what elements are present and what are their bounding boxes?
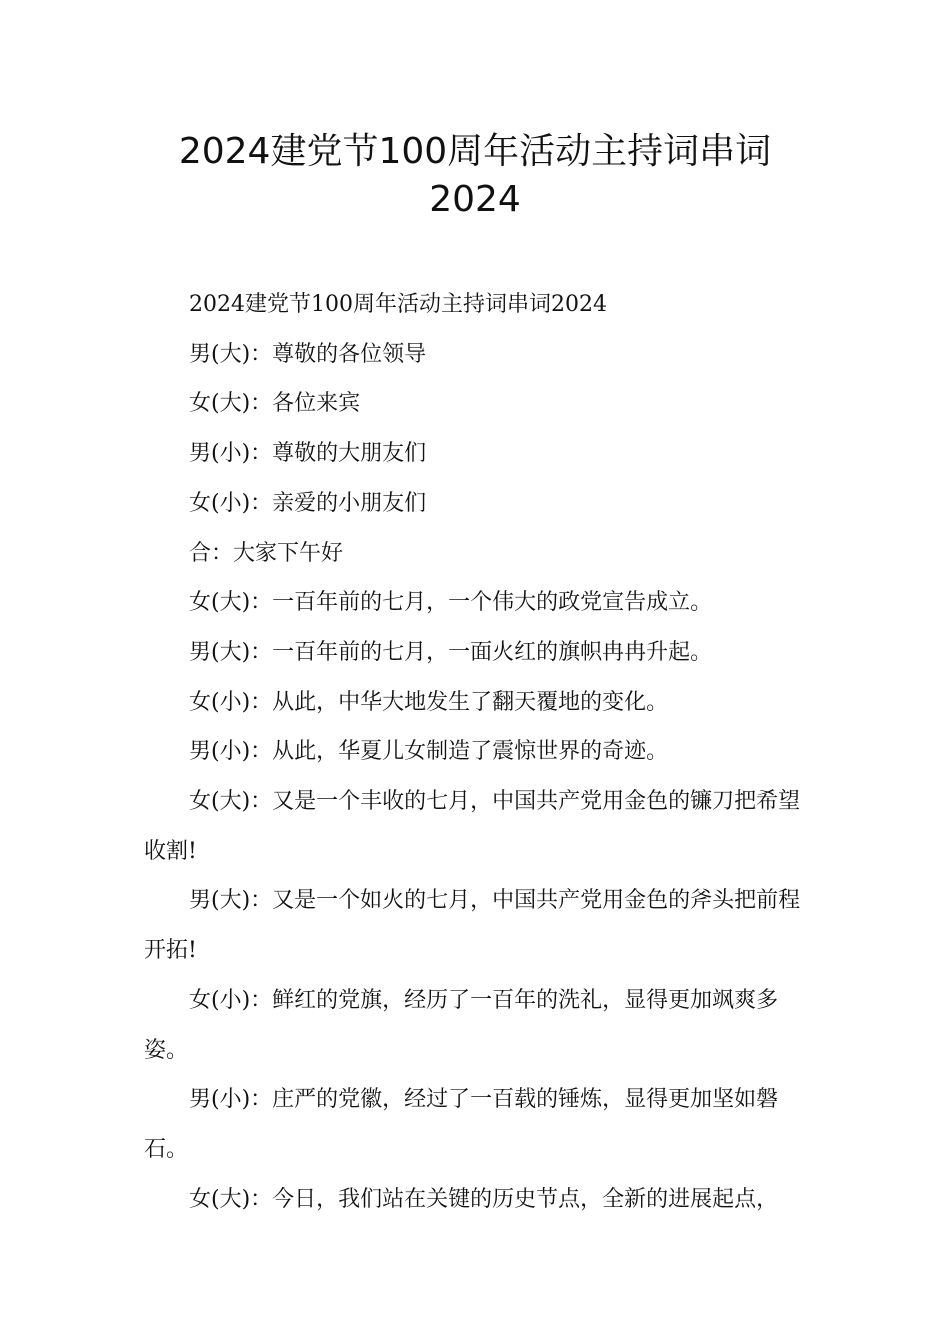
paragraph: 女(小)：亲爱的小朋友们	[189, 490, 427, 516]
paragraph: 女(大)：今日，我们站在关键的历史节点，全新的进展起点，	[189, 1186, 779, 1212]
paragraph: 2024建党节100周年活动主持词串词2024	[189, 292, 607, 317]
paragraph: 女(大)：一百年前的七月，一个伟大的政党宣告成立。	[189, 590, 713, 616]
paragraph: 男(大)：尊敬的各位领导	[189, 341, 427, 367]
paragraph: 女(大)：各位来宾	[189, 391, 361, 417]
paragraph: 男(大)：又是一个如火的七月，中国共产党用金色的斧头把前程开拓!	[144, 888, 801, 964]
title-line-2: 2024	[429, 179, 521, 220]
paragraph: 女(小)：鲜红的党旗，经历了一百年的洗礼，显得更加飒爽多姿。	[144, 987, 779, 1063]
paragraph: 男(小)：庄严的党徽，经过了一百载的锤炼，显得更加坚如磐石。	[144, 1087, 779, 1162]
paragraph: 合：大家下午好	[189, 540, 344, 566]
paragraph: 男(小)：从此，华夏儿女制造了震惊世界的奇迹。	[189, 739, 669, 765]
document-title	[140, 128, 810, 224]
title-line-1: 2024建党节100周年活动主持词串词	[178, 131, 772, 172]
paragraph: 女(小)：从此，中华大地发生了翻天覆地的变化。	[189, 689, 669, 715]
paragraph: 女(大)：又是一个丰收的七月，中国共产党用金色的镰刀把希望收割!	[144, 789, 801, 864]
paragraph: 男(小)：尊敬的大朋友们	[189, 441, 427, 467]
paragraph: 男(大)：一百年前的七月，一面火红的旗帜冉冉升起。	[189, 639, 713, 665]
document-body	[144, 280, 806, 1224]
